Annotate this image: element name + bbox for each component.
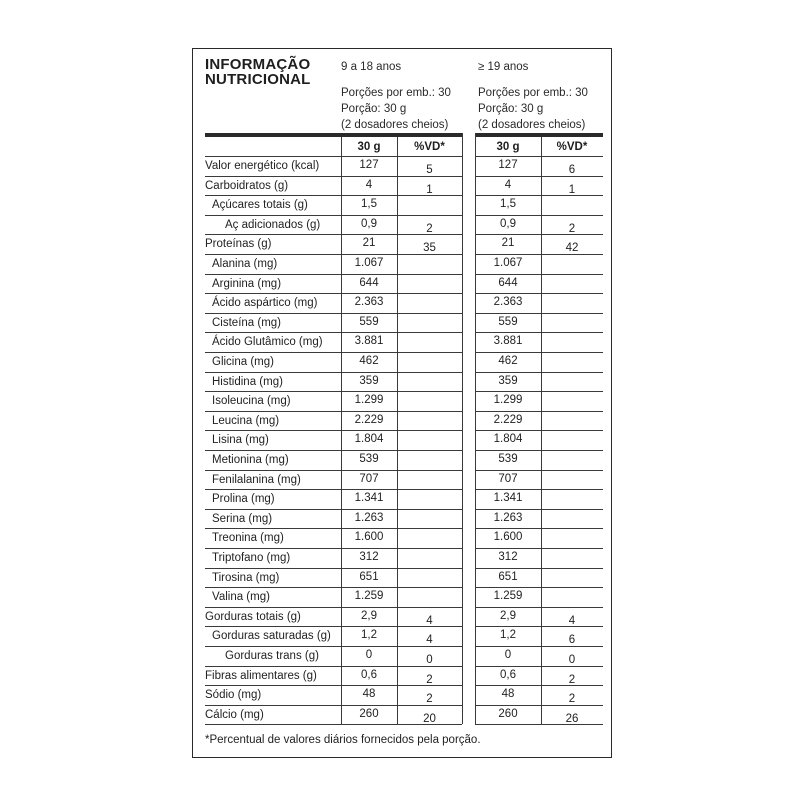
table-row xyxy=(205,666,603,686)
group-header-19-plus xyxy=(478,59,588,133)
amount-value: 559 xyxy=(498,315,518,328)
vd-value: 4 xyxy=(426,614,433,627)
amount-value: 48 xyxy=(362,688,376,701)
nutrient-label: Serina (mg) xyxy=(212,512,273,525)
table-row xyxy=(205,313,603,333)
amount-value: 0 xyxy=(365,649,373,661)
nutrient-label: Valor energético (kcal) xyxy=(205,160,320,172)
vd-value: 2 xyxy=(568,693,576,706)
amount-value: 539 xyxy=(498,453,518,465)
amount-value: 1.600 xyxy=(493,531,523,544)
nutrition-facts-panel xyxy=(192,48,612,758)
thick-divider xyxy=(205,133,462,137)
nutrient-label: Fenilalanina (mg) xyxy=(212,473,301,486)
amount-value: 2,9 xyxy=(500,609,516,622)
amount-value: 1,5 xyxy=(500,198,516,211)
amount-value: 3.881 xyxy=(354,335,384,348)
amount-value: 2.363 xyxy=(493,296,523,309)
amount-value: 359 xyxy=(359,374,379,387)
amount-value: 0 xyxy=(504,649,512,661)
nutrient-label: Arginina (mg) xyxy=(212,277,282,290)
vd-value: 2 xyxy=(568,222,576,235)
row-divider xyxy=(205,724,462,725)
nutrient-label: Carboidratos (g) xyxy=(205,179,289,192)
table-row xyxy=(205,195,603,215)
nutrient-label: Leucina (mg) xyxy=(212,414,280,427)
amount-value: 48 xyxy=(501,688,515,701)
nutrient-label: Lisina (mg) xyxy=(212,434,269,447)
amount-value: 3.881 xyxy=(493,335,523,348)
vd-value: 0 xyxy=(568,654,576,666)
row-divider xyxy=(475,724,603,725)
vd-value: 6 xyxy=(568,634,576,647)
table-row xyxy=(205,568,603,588)
table-row xyxy=(205,470,603,490)
amount-value: 644 xyxy=(498,276,518,289)
table-row xyxy=(205,176,603,196)
table-row xyxy=(205,489,603,509)
title-line-2: NUTRICIONAL xyxy=(205,71,311,88)
table-row xyxy=(205,528,603,548)
table-row xyxy=(205,332,603,352)
group-header-9-18 xyxy=(341,59,451,133)
nutrient-label: Gorduras trans (g) xyxy=(225,650,319,662)
amount-value: 1.299 xyxy=(493,394,523,407)
amount-value: 2.363 xyxy=(354,296,384,309)
table-row xyxy=(205,372,603,392)
amount-value: 707 xyxy=(359,472,379,485)
table-row xyxy=(205,234,603,254)
amount-value: 1.600 xyxy=(354,531,384,544)
amount-value: 1.341 xyxy=(354,492,384,505)
nutrient-label: Aç adicionados (g) xyxy=(225,218,321,231)
vd-value: 26 xyxy=(565,712,579,725)
amount-value: 462 xyxy=(359,355,379,367)
amount-value: 0,9 xyxy=(361,217,377,230)
group-measure: (2 dosadores cheios) xyxy=(341,119,449,131)
amount-value: 1.263 xyxy=(493,511,523,524)
group-age: 9 a 18 anos xyxy=(341,61,402,73)
vd-value: 42 xyxy=(565,242,579,255)
amount-value: 1,2 xyxy=(361,629,377,642)
amount-value: 559 xyxy=(359,315,379,328)
nutrient-label: Valina (mg) xyxy=(212,591,270,604)
amount-value: 4 xyxy=(504,178,512,191)
amount-value: 312 xyxy=(359,551,379,563)
nutrient-label: Metionina (mg) xyxy=(212,454,289,466)
amount-value: 0,9 xyxy=(500,217,516,230)
amount-value: 127 xyxy=(359,159,379,171)
amount-value: 539 xyxy=(359,453,379,465)
nutrient-label: Gorduras saturadas (g) xyxy=(212,630,331,643)
amount-value: 644 xyxy=(359,276,379,289)
group-age: ≥ 19 anos xyxy=(478,61,529,73)
nutrient-label: Sódio (mg) xyxy=(205,689,262,702)
nutrient-label: Fibras alimentares (g) xyxy=(205,669,317,682)
table-row xyxy=(205,450,603,470)
amount-value: 1.067 xyxy=(493,257,523,269)
nutrient-label: Ácido Glutâmico (mg) xyxy=(212,336,323,349)
amount-value: 0,6 xyxy=(361,668,377,681)
title-line-1: INFORMAÇÃO xyxy=(205,56,311,73)
amount-value: 1.259 xyxy=(493,590,523,603)
nutrient-label: Isoleucina (mg) xyxy=(212,395,291,408)
nutrient-label: Proteínas (g) xyxy=(205,238,272,251)
table-row xyxy=(205,215,603,235)
vd-value: 2 xyxy=(568,673,576,686)
nutrient-label: Prolina (mg) xyxy=(212,493,275,506)
panel-title xyxy=(205,57,311,87)
amount-value: 359 xyxy=(498,374,518,387)
nutrient-label: Treonina (mg) xyxy=(212,532,284,545)
group-serving: Porção: 30 g xyxy=(478,103,544,115)
amount-value: 2,9 xyxy=(361,609,377,622)
table-row xyxy=(205,646,603,666)
nutrient-label: Cisteína (mg) xyxy=(212,316,282,329)
amount-value: 260 xyxy=(498,707,518,720)
amount-value: 1.263 xyxy=(354,511,384,524)
amount-value: 651 xyxy=(359,570,379,583)
table-row xyxy=(205,548,603,568)
amount-value: 127 xyxy=(498,159,518,171)
col-header-vd: %VD* xyxy=(556,141,588,153)
amount-value: 312 xyxy=(498,551,518,563)
amount-value: 707 xyxy=(498,472,518,485)
nutrient-label: Histidina (mg) xyxy=(212,375,283,388)
amount-value: 1.804 xyxy=(354,433,384,446)
amount-value: 1.341 xyxy=(493,492,523,505)
table-row xyxy=(205,509,603,529)
table-row xyxy=(205,352,603,372)
table-row xyxy=(205,274,603,294)
vd-value: 2 xyxy=(426,222,433,235)
amount-value: 462 xyxy=(498,355,518,367)
table-row xyxy=(205,254,603,274)
table-row xyxy=(205,430,603,450)
vd-value: 35 xyxy=(423,242,436,255)
nutrient-label: Glicina (mg) xyxy=(212,356,274,368)
vd-value: 4 xyxy=(426,634,433,647)
nutrient-label: Triptofano (mg) xyxy=(212,552,291,564)
amount-value: 2.229 xyxy=(493,413,523,426)
group-measure: (2 dosadores cheios) xyxy=(478,119,586,131)
amount-value: 1.804 xyxy=(493,433,523,446)
table-row xyxy=(205,293,603,313)
nutrient-label: Alanina (mg) xyxy=(212,258,278,270)
amount-value: 651 xyxy=(498,570,518,583)
table-row xyxy=(205,705,603,725)
table-row xyxy=(205,607,603,627)
amount-value: 1.067 xyxy=(354,257,384,269)
group-portions: Porções por emb.: 30 xyxy=(478,87,588,99)
thick-divider xyxy=(475,133,603,137)
vd-value: 0 xyxy=(426,654,433,666)
col-header-amount: 30 g xyxy=(496,141,520,153)
amount-value: 1.259 xyxy=(354,590,384,603)
table-row xyxy=(205,626,603,646)
vd-value: 6 xyxy=(568,164,576,176)
amount-value: 260 xyxy=(359,707,379,720)
amount-value: 4 xyxy=(365,178,373,191)
vd-value: 2 xyxy=(426,673,433,686)
table-row xyxy=(205,685,603,705)
vd-value: 1 xyxy=(568,183,576,196)
amount-value: 1.299 xyxy=(354,394,384,407)
col-header-vd: %VD* xyxy=(414,141,445,153)
vd-value: 5 xyxy=(426,164,433,176)
group-portions: Porções por emb.: 30 xyxy=(341,87,451,99)
vd-value: 20 xyxy=(423,712,436,725)
amount-value: 2.229 xyxy=(354,413,384,426)
table-row xyxy=(205,391,603,411)
nutrient-label: Açúcares totais (g) xyxy=(212,199,308,212)
table-row xyxy=(205,156,603,176)
vd-value: 2 xyxy=(426,693,433,706)
col-header-amount: 30 g xyxy=(357,141,381,153)
table-row xyxy=(205,587,603,607)
footnote: *Percentual de valores diários fornecidos pela porção. xyxy=(205,734,481,746)
nutrient-label: Cálcio (mg) xyxy=(205,708,264,721)
amount-value: 0,6 xyxy=(500,668,516,681)
nutrient-label: Gorduras totais (g) xyxy=(205,610,301,623)
vd-value: 1 xyxy=(426,183,433,196)
group-serving: Porção: 30 g xyxy=(341,103,407,115)
nutrient-label: Ácido aspártico (mg) xyxy=(212,297,318,310)
amount-value: 1,2 xyxy=(500,629,516,642)
nutrient-label: Tirosina (mg) xyxy=(212,571,280,584)
table-row xyxy=(205,411,603,431)
vd-value: 4 xyxy=(568,614,576,627)
amount-value: 21 xyxy=(501,237,515,250)
amount-value: 1,5 xyxy=(361,198,377,211)
amount-value: 21 xyxy=(362,237,376,250)
